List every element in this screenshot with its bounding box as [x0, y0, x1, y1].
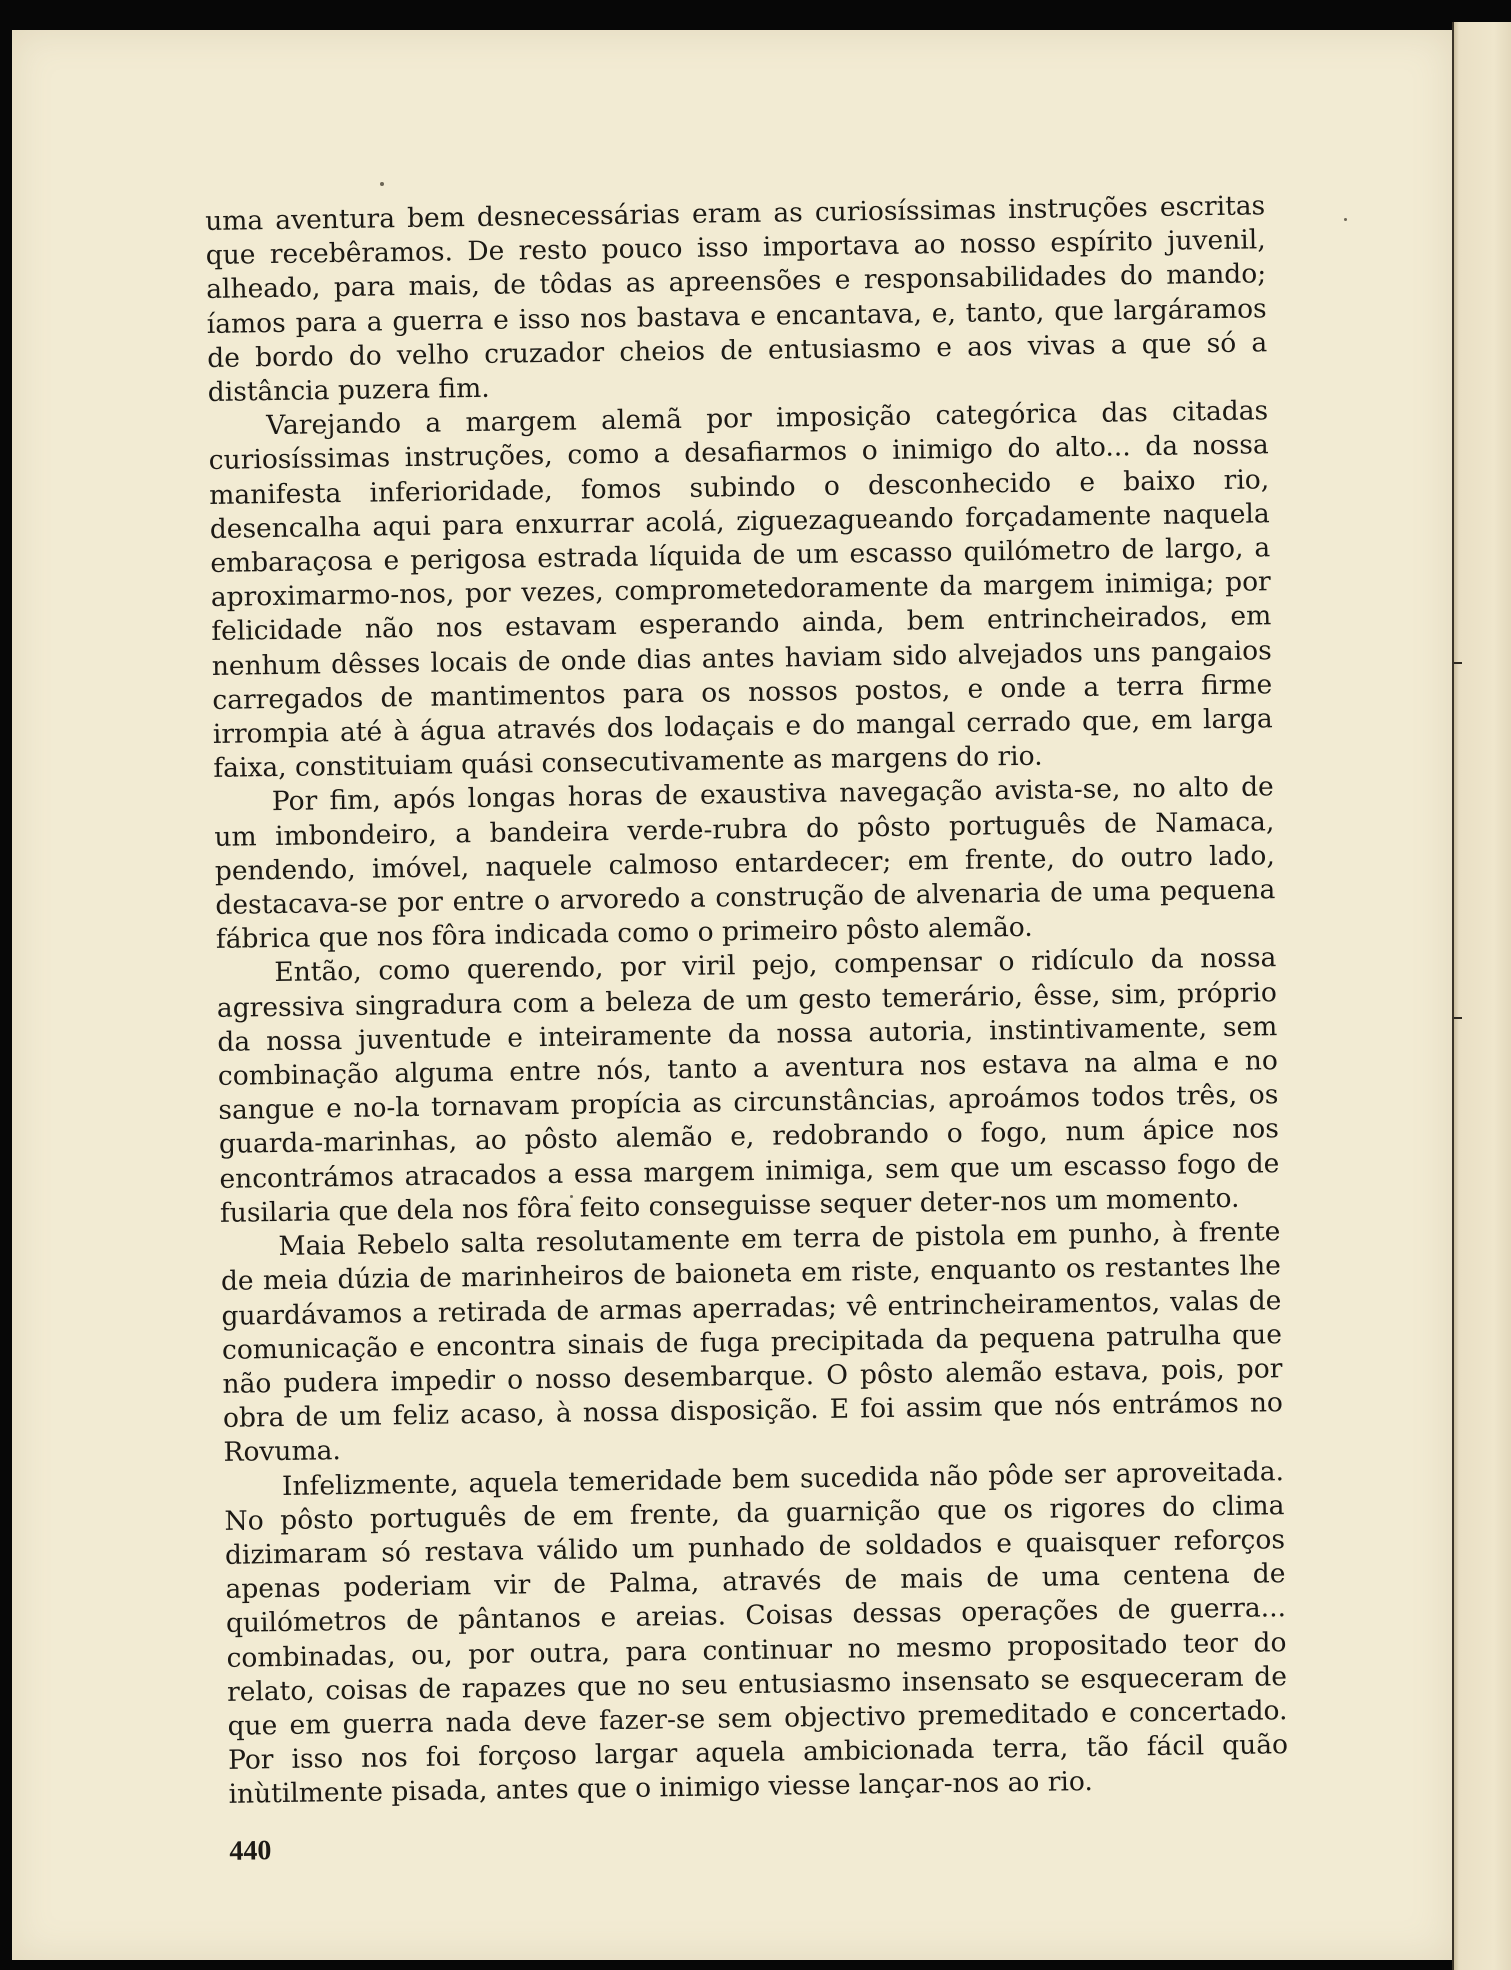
- adjacent-page-edge: [1452, 22, 1511, 1970]
- page-number: 440: [229, 1834, 272, 1867]
- paragraph: Varejando a margem alemã por imposição categórica das citadas curiosíssimas instruções, como a desafiarmos o inimigo do alto... da nossa manifesta inferioridade, fomos subindo o desconhecido e baixo rio, desencalha aqui para enxurrar acolá, ziguezagueando forçadamente naquela embaraçosa e perigosa estrada líquida de um escasso quilómetro de largo, a aproximarmo-nos, por vezes, comprometedoramente da margem inimiga; por felicidade não nos estavam esperando ainda, bem entrincheirados, em nenhum dêsses locais de onde dias antes haviam sido alvejados uns pangaios carregados de mantimentos para os nossos postos, e onde a terra firme irrompia até à água através dos lodaçais e do mangal cerrado que, em larga faixa, constituiam quási consecutivamente as margens do rio.: [208, 395, 1273, 785]
- paragraph: Maia Rebelo salta resolutamente em terra de pistola em punho, à frente de meia dúzia de marinheiros de baioneta em riste, enquanto os restantes lhe guardávamos a retirada de armas aperradas; vê entrincheiramentos, valas de comunicação e encontra sinais de fuga precipitada da pequena patrulha que não pudera impedir o nosso desembarque. O pôsto alemão estava, pois, por obra de um feliz acaso, à nossa disposição. E foi assim que nós entrámos no Rovuma.: [220, 1216, 1284, 1469]
- edge-mark: [1454, 662, 1462, 664]
- paragraph: Por fim, após longas horas de exaustiva navegação avista-se, no alto de um imbondeiro, a bandeira verde-rubra do pôsto português de Namaca, pendendo, imóvel, naquele calmoso entardecer; em frente, do outro lado, destacava-se por entre o arvoredo a construção de alvenaria de uma pequena fábrica que nos fôra indicada como o primeiro pôsto alemão.: [214, 771, 1276, 956]
- paragraph: Infelizmente, aquela temeridade bem sucedida não pôde ser aproveitada. No pôsto português de em frente, da guarnição que os rigores do clima dizimaram só restava válido um punhado de soldados e quaisquer reforços apenas poderiam vir de Palma, através de mais de uma centena de quilómetros de pântanos e areias. Coisas dessas operações de guerra... combinadas, ou, por outra, para continuar no mesmo propositado teor do relato, coisas de rapazes que no seu entusiasmo insensato se esqueceram de que em guerra nada deve fazer-se sem objectivo premeditado e concertado. Por isso nos foi forçoso largar aquela ambicionada terra, tão fácil quão inùtilmente pisada, antes que o inimigo viesse lançar-nos ao rio.: [224, 1455, 1289, 1811]
- paper-speck: [1344, 218, 1347, 221]
- page-text: [205, 189, 1290, 1868]
- paper-speck: [380, 182, 384, 186]
- paragraph-continued: uma aventura bem desnecessárias eram as curiosíssimas instruções escritas que recebêramos. De resto pouco isso importava ao nosso espírito juvenil, alheado, para mais, de tôdas as apreensões e responsabilidades do mando; íamos para a guerra e isso nos bastava e encantava, e, tanto, que largáramos de bordo do velho cruzador cheios de entusiasmo e aos vivas a que só a distância puzera fim.: [205, 190, 1268, 408]
- paragraph: Então, como querendo, por viril pejo, compensar o ridículo da nossa agressiva singradura com a beleza de um gesto temerário, êsse, sim, próprio da nossa juventude e inteiramente da nossa autoria, instintivamente, sem combinação alguma entre nós, tanto a aventura nos estava na alma e no sangue e no-la tornavam propícia as circunstâncias, aproámos todos três, os guarda-marinhas, ao pôsto alemão e, redobrando o fogo, num ápice nos encontrámos atracados a essa margem inimiga, sem que um escasso fogo de fusilaria que dela nos fôra feito conseguisse sequer deter-nos um momento.: [216, 942, 1280, 1229]
- edge-mark: [1454, 1017, 1462, 1019]
